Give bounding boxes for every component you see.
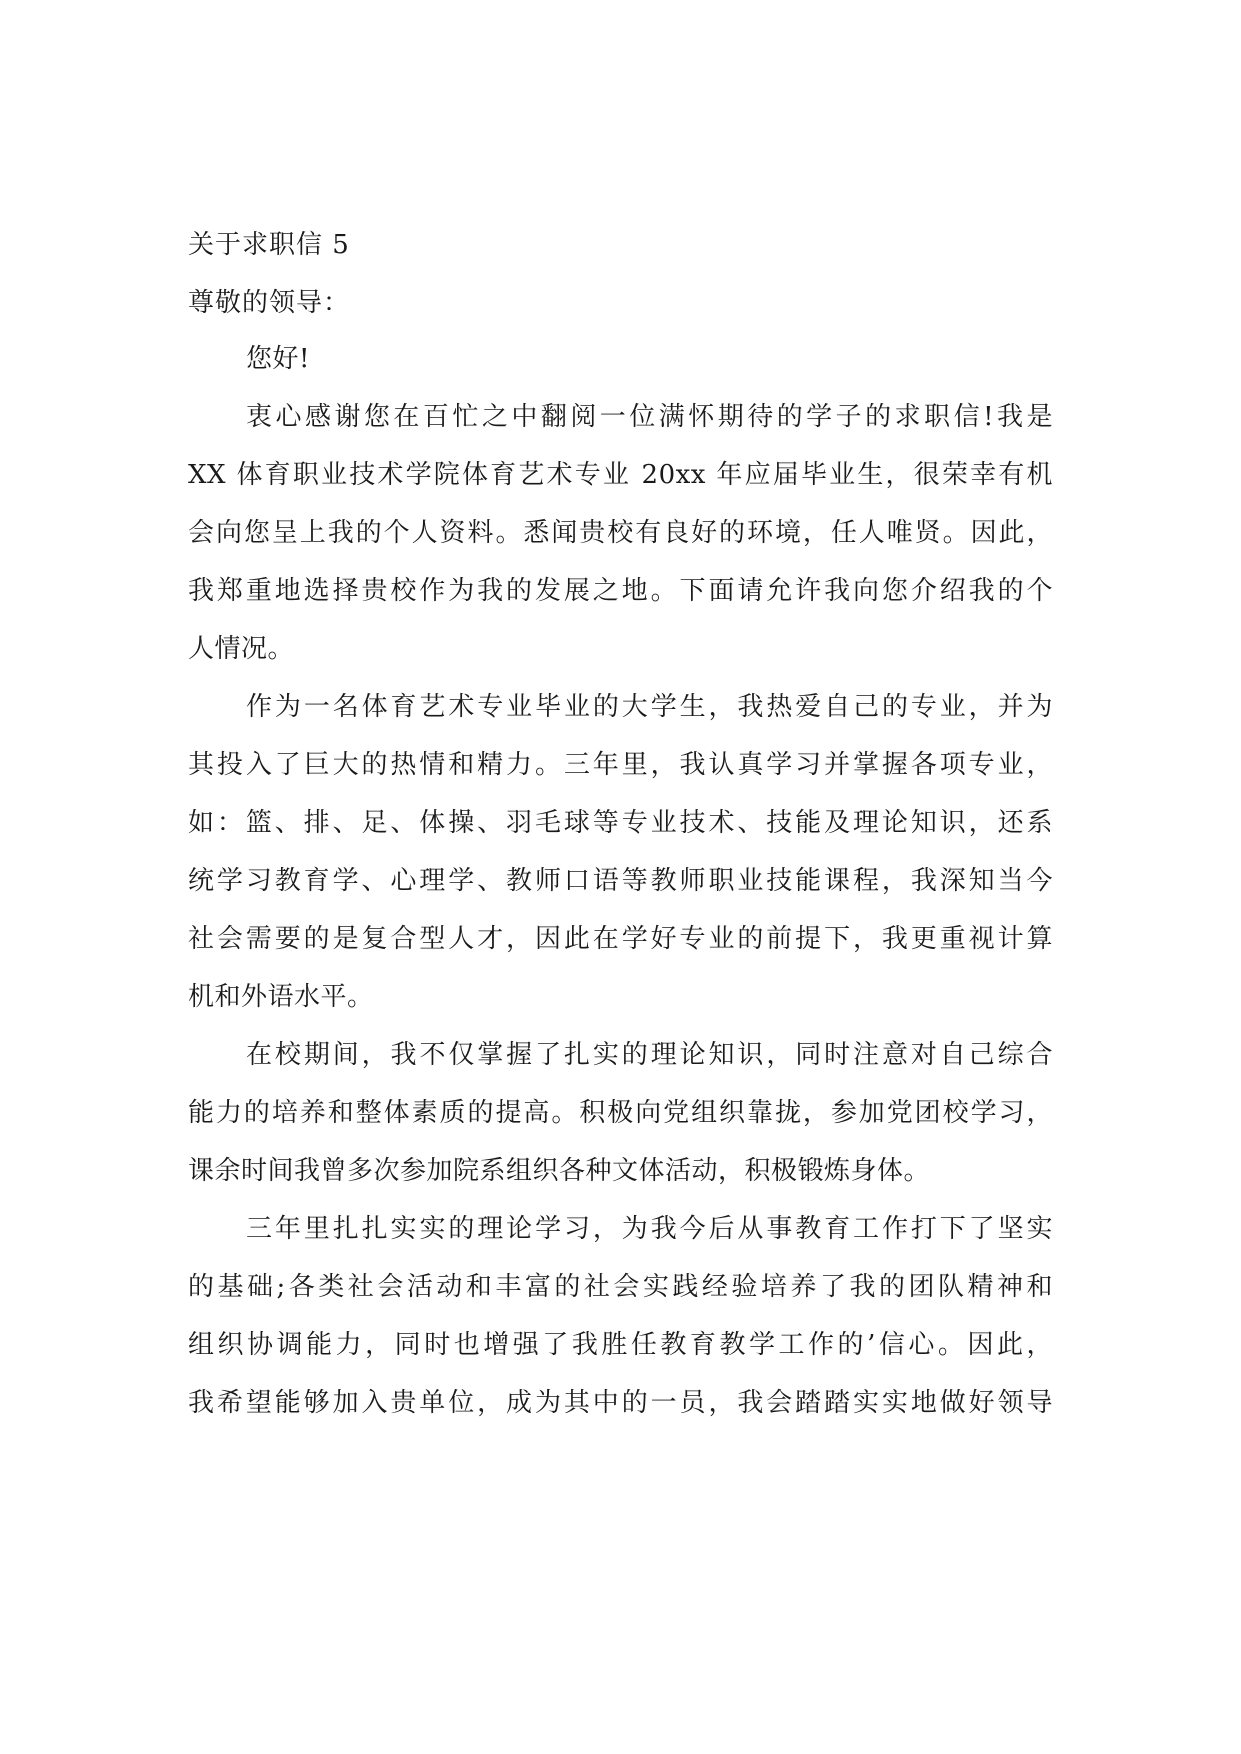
paragraph-conclusion (188, 1214, 1053, 1418)
paragraph-line: 会向您呈上我的个人资料。悉闻贵校有良好的环境，任人唯贤。因此， (188, 518, 1053, 548)
paragraph-line: 统学习教育学、心理学、教师口语等教师职业技能课程，我深知当今 (188, 866, 1053, 896)
paragraph-line: 三年里扎扎实实的理论学习，为我今后从事教育工作打下了坚实 (246, 1214, 1053, 1244)
paragraph-line: 衷心感谢您在百忙之中翻阅一位满怀期待的学子的求职信!我是 (246, 402, 1053, 432)
paragraph-line: XX 体育职业技术学院体育艺术专业 20xx 年应届毕业生，很荣幸有机 (188, 460, 1053, 490)
paragraph-line: 课余时间我曾多次参加院系组织各种文体活动，积极锻炼身体。 (188, 1156, 931, 1186)
paragraph-line: 我希望能够加入贵单位，成为其中的一员，我会踏踏实实地做好领导 (188, 1388, 1053, 1418)
paragraph-line: 您好! (246, 344, 310, 374)
paragraph-line: 组织协调能力，同时也增强了我胜任教育教学工作的’信心。因此， (188, 1330, 1053, 1360)
paragraph-line: 在校期间，我不仅掌握了扎实的理论知识，同时注意对自己综合 (246, 1040, 1053, 1070)
paragraph-line: 如：篮、排、足、体操、羽毛球等专业技术、技能及理论知识，还系 (188, 808, 1053, 838)
paragraph-line: 社会需要的是复合型人才，因此在学好专业的前提下，我更重视计算 (188, 924, 1053, 954)
letter-title: 关于求职信 5 (188, 230, 350, 260)
paragraph-line: 能力的培养和整体素质的提高。积极向党组织靠拢，参加党团校学习， (188, 1098, 1053, 1128)
paragraph-line: 我郑重地选择贵校作为我的发展之地。下面请允许我向您介绍我的个 (188, 576, 1053, 606)
paragraph-greeting (188, 344, 1053, 374)
paragraph-introduction (188, 402, 1053, 664)
paragraph-line: 其投入了巨大的热情和精力。三年里，我认真学习并掌握各项专业， (188, 750, 1053, 780)
paragraph-line: 机和外语水平。 (188, 982, 374, 1012)
paragraph-campus (188, 1040, 1053, 1186)
letter-page (188, 230, 1053, 1446)
paragraph-major (188, 692, 1053, 1012)
paragraph-line: 的基础;各类社会活动和丰富的社会实践经验培养了我的团队精神和 (188, 1272, 1053, 1302)
paragraph-line: 人情况。 (188, 634, 295, 664)
letter-salutation: 尊敬的领导： (188, 288, 351, 318)
paragraph-line: 作为一名体育艺术专业毕业的大学生，我热爱自己的专业，并为 (246, 692, 1053, 722)
